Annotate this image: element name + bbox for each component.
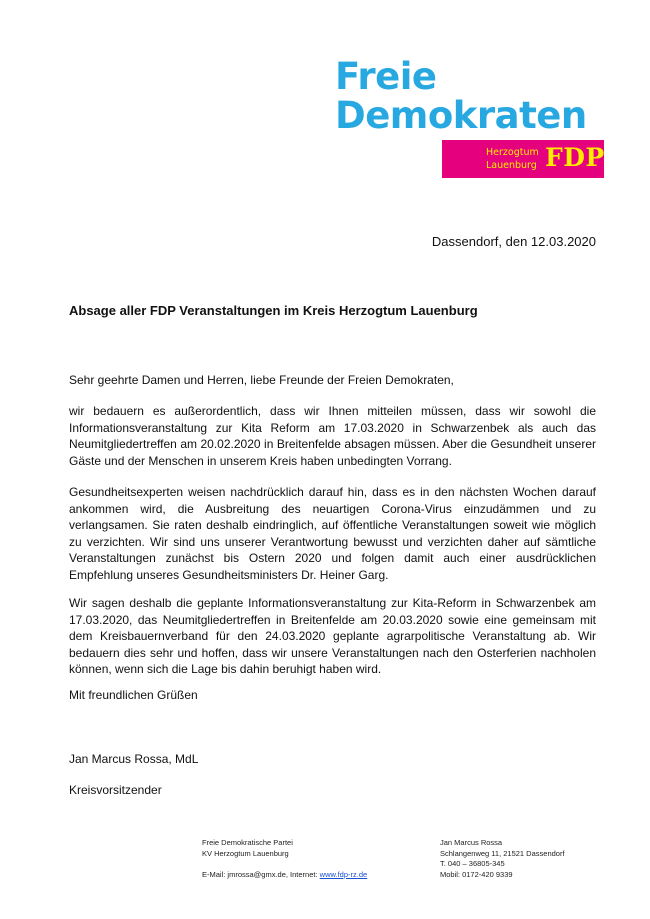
website-link[interactable]: www.fdp-rz.de (319, 869, 368, 879)
footer-district: KV Herzogtum Lauenburg (202, 848, 289, 858)
logo-sub-herzogtum: Herzogtum (486, 147, 539, 158)
logo-fdp: FDP (545, 143, 605, 172)
footer-party-name: Freie Demokratische Partei (202, 838, 293, 847)
letter-date: Dassendorf, den 12.03.2020 (431, 234, 596, 249)
logo-sub-lauenburg: Lauenburg (486, 160, 537, 171)
footer-party-info (202, 838, 367, 880)
footer-email: E-Mail: jmrossa@gmx.de, Internet: (202, 869, 320, 879)
footer-mobile: Mobil: 0172-420 9339 (440, 869, 513, 879)
logo-wordmark-freie: Freie (335, 55, 437, 98)
closing: Mit freundlichen Grüßen (69, 688, 198, 702)
footer-address: Schlangenweg 11, 21521 Dassendorf (440, 848, 565, 858)
letter-subject: Absage aller FDP Veranstaltungen im Kreis Herzogtum Lauenburg (69, 303, 478, 318)
signer-role: Kreisvorsitzender (69, 783, 162, 797)
footer-phone: T. 040 – 36805-345 (440, 859, 505, 868)
logo-wordmark-demokraten: Demokraten (335, 94, 587, 137)
footer-sender-name: Jan Marcus Rossa (440, 838, 503, 847)
logo-badge (442, 140, 604, 178)
paragraph-1: wir bedauern es außerordentlich, dass wir Ihnen mitteilen müssen, dass wir sowohl die Informationsveranstaltung zur Kita Reform am 17.03.2020 in Schwarzenbek als auch das Neumitgliedertreffen am 20.02.2020 in Breitenfelde absagen müssen. Aber die Gesundheit unserer Gäste und der Menschen in unserem Kreis haben unbedingten Vorrang. (69, 404, 596, 468)
paragraph-3: Wir sagen deshalb die geplante Informationsveranstaltung zur Kita-Reform in Schwarzenbek am 17.03.2020, das Neumitgliedertreffen in Breitenfelde am 20.03.2020 sowie eine gemeinsam mit dem Kreisbauernverband für den 24.03.2020 geplante agrarpolitische Veranstaltung ab. Wir bedauern dies sehr und hoffen, dass wir unsere Veranstaltungen nach den Osterferien nachholen können, wenn sich die Lage bis dahin beruhigt haben wird. (69, 596, 596, 677)
footer-contact (202, 870, 367, 881)
footer-sender-info (440, 838, 565, 880)
paragraph-2: Gesundheitsexperten weisen nachdrücklich darauf hin, dass es in den nächsten Wochen darauf ankommen wird, die Ausbreitung des neuartigen Corona-Virus einzudämmen und zu verlangsamen. Sie raten deshalb eindringlich, auf öffentliche Veranstaltungen soweit wie möglich zu verzichten. Wir sind uns unserer Verantwortung bewusst und verzichten daher auf sämtliche Veranstaltungen zunächst bis Ostern 2020 und folgen damit auch einer ausdrücklichen Empfehlung unseres Gesundheitsministers Dr. Heiner Garg. (69, 485, 596, 582)
signer-name: Jan Marcus Rossa, MdL (69, 752, 199, 766)
salutation: Sehr geehrte Damen und Herren, liebe Freunde der Freien Demokraten, (69, 373, 454, 387)
